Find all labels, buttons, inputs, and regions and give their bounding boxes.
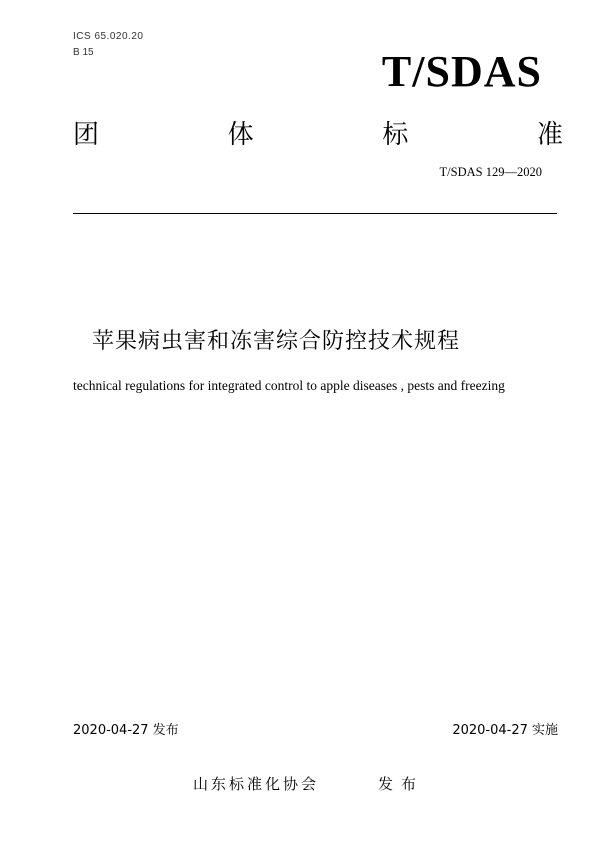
publish-label: 发布 [378,775,425,793]
issue-date: 2020-04-27 发布 [73,723,179,738]
organization-code: T/SDAS [381,47,542,96]
publisher-name: 山东标准化协会 [193,775,320,793]
standard-type-char: 标 [382,120,409,150]
document-title-english: technical regulations for integrated control to apple diseases , pests and freezing [73,378,505,393]
document-title-chinese: 苹果病虫害和冻害综合防控技术规程 [92,329,461,354]
standard-type-char: 准 [536,120,563,150]
standard-type-heading [73,114,563,151]
ccs-code: B 15 [73,47,94,58]
standard-number: T/SDAS 129—2020 [439,165,542,179]
standard-type-char: 体 [227,120,254,150]
implementation-date: 2020-04-27 实施 [452,723,558,738]
ics-code: ICS 65.020.20 [73,31,144,42]
standard-type-char: 团 [73,120,100,150]
header-divider [73,213,557,214]
